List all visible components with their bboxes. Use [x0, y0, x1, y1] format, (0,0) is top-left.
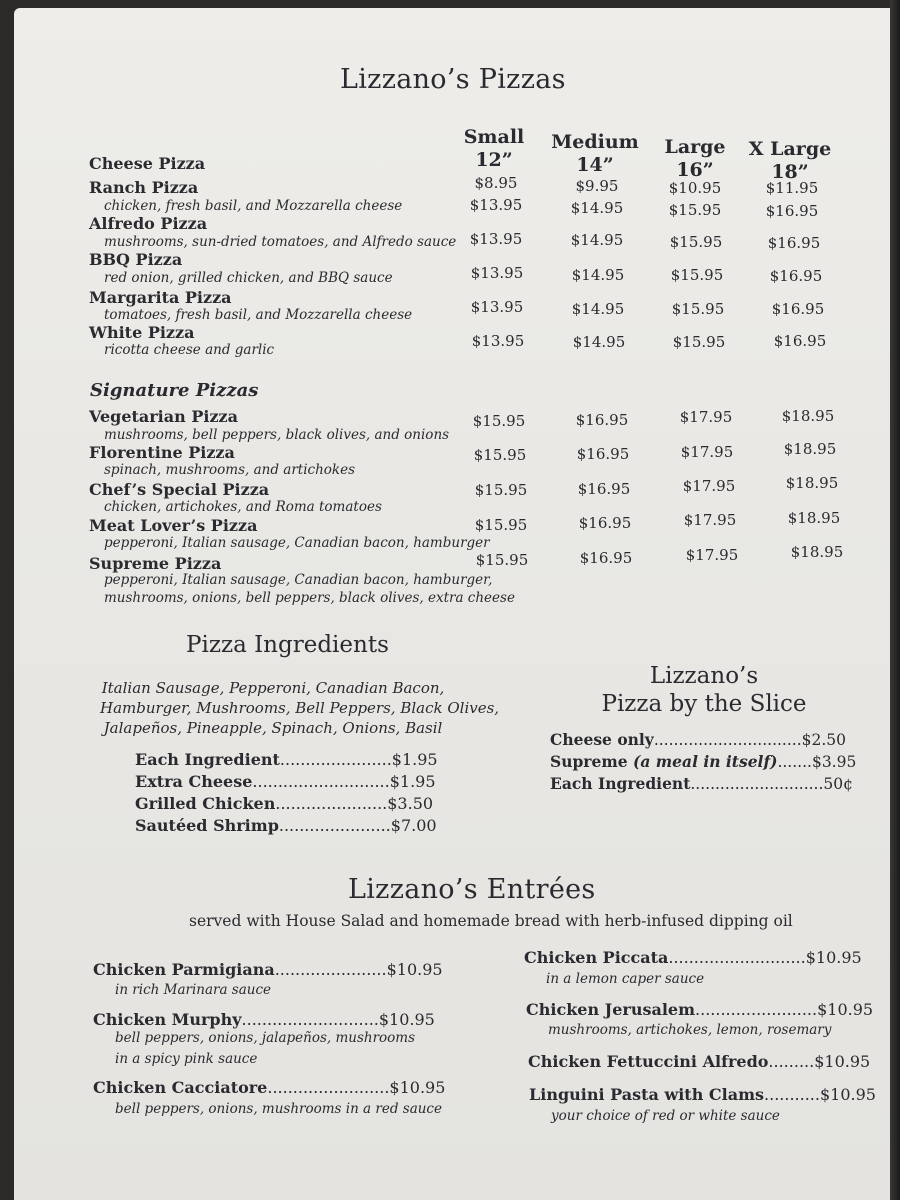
item-price: $2.50: [801, 731, 847, 749]
leader-dots: ........................: [267, 1078, 390, 1097]
price: $9.95: [575, 177, 619, 195]
item-price: $1.95: [391, 750, 438, 769]
ingredients-list: [100, 678, 500, 738]
entree-row: [524, 948, 862, 967]
item-price: $1.95: [389, 772, 436, 791]
leader-dots: ...........: [764, 1085, 820, 1104]
entree-row: [93, 1010, 435, 1029]
pizza-name: White Pizza: [89, 323, 195, 342]
price: $14.95: [572, 333, 626, 351]
price: $13.95: [470, 264, 524, 282]
price: $18.95: [785, 474, 839, 492]
entree-row: [529, 1085, 876, 1104]
pizzas-title: Lizzano’s Pizzas: [340, 64, 566, 95]
entree-price: $10.95: [814, 1052, 871, 1071]
price: $16.95: [773, 332, 827, 350]
price: $15.95: [671, 300, 725, 318]
ingredient-price-row: [135, 750, 438, 769]
slice-title-line: Lizzano’s: [649, 663, 759, 689]
size-header-large: [650, 136, 740, 182]
item-name: Each Ingredient: [550, 774, 691, 793]
price: $10.95: [668, 179, 722, 197]
item-name: Supreme: [550, 752, 628, 771]
price: $16.95: [579, 549, 633, 567]
size-inches: 14”: [576, 154, 614, 176]
price: $11.95: [765, 179, 819, 197]
pizza-name: Florentine Pizza: [89, 443, 235, 462]
entree-row: [528, 1052, 870, 1071]
price: $14.95: [571, 266, 625, 284]
price: $14.95: [571, 300, 625, 318]
leader-dots: ...........................: [690, 775, 824, 793]
entree-price: $10.95: [378, 1010, 435, 1029]
price: $18.95: [787, 509, 841, 527]
item-note: (a meal in itself): [633, 752, 778, 771]
slice-title: [594, 662, 814, 718]
ingredients-line: Hamburger, Mushrooms, Bell Peppers, Black Olives,: [100, 699, 500, 717]
binder-edge: [890, 0, 900, 1200]
ingredients-line: Jalapeños, Pineapple, Spinach, Onions, Basil: [103, 719, 443, 737]
entree-desc: bell peppers, onions, mushrooms in a red sauce: [115, 1101, 442, 1117]
price: $15.95: [670, 266, 724, 284]
price: $17.95: [682, 477, 736, 495]
entree-desc: mushrooms, artichokes, lemon, rosemary: [548, 1022, 832, 1038]
pizza-name: Meat Lover’s Pizza: [89, 516, 258, 535]
pizza-name: BBQ Pizza: [89, 250, 183, 269]
size-inches: 16”: [676, 159, 714, 181]
slice-title-line: Pizza by the Slice: [601, 691, 807, 717]
price: $17.95: [679, 408, 733, 426]
entree-price: $10.95: [386, 960, 443, 979]
leader-dots: ......................: [274, 960, 387, 979]
item-price: $3.95: [811, 753, 857, 771]
entrees-subtitle: served with House Salad and homemade bread with herb-infused dipping oil: [189, 912, 793, 930]
slice-price-row: [550, 774, 853, 793]
entree-price: $10.95: [389, 1078, 446, 1097]
price: $14.95: [570, 199, 624, 217]
entree-name: Chicken Parmigiana: [93, 960, 275, 979]
item-name: Grilled Chicken: [135, 794, 276, 813]
entree-name: Chicken Jerusalem: [526, 1000, 696, 1019]
price: $17.95: [685, 546, 739, 564]
price: $15.95: [473, 446, 527, 464]
menu-page: [14, 8, 892, 1200]
entree-name: Chicken Piccata: [524, 948, 669, 967]
price: $8.95: [474, 174, 518, 192]
item-price: 50¢: [823, 775, 853, 793]
leader-dots: ..............................: [653, 731, 802, 749]
size-name: Medium: [551, 131, 639, 153]
item-name: Sautéed Shrimp: [135, 816, 279, 835]
item-price: $7.00: [390, 816, 437, 835]
price: $16.95: [576, 445, 630, 463]
price: $14.95: [570, 231, 624, 249]
price: $13.95: [469, 196, 523, 214]
pizza-desc: red onion, grilled chicken, and BBQ sauce: [104, 270, 393, 286]
pizza-name: Margarita Pizza: [89, 288, 232, 307]
price: $15.95: [472, 412, 526, 430]
pizza-desc: ricotta cheese and garlic: [104, 342, 275, 358]
entree-row: [526, 1000, 873, 1019]
size-header-small: [449, 126, 539, 172]
ingredient-price-row: [135, 772, 436, 791]
price: $17.95: [680, 443, 734, 461]
pizza-name: Chef’s Special Pizza: [89, 480, 270, 499]
price: $16.95: [577, 480, 631, 498]
ingredient-price-row: [135, 816, 437, 835]
entree-desc: in a lemon caper sauce: [546, 971, 705, 987]
leader-dots: .......: [777, 753, 812, 771]
price: $16.95: [578, 514, 632, 532]
entree-name: Chicken Cacciatore: [93, 1078, 268, 1097]
size-inches: 18”: [771, 161, 809, 183]
price: $15.95: [668, 201, 722, 219]
entree-desc: bell peppers, onions, jalapeños, mushrooms: [115, 1030, 416, 1046]
entree-price: $10.95: [819, 1085, 876, 1104]
price: $15.95: [474, 516, 528, 534]
price: $13.95: [470, 298, 524, 316]
pizza-desc: tomatoes, fresh basil, and Mozzarella cheese: [104, 307, 413, 323]
price: $15.95: [474, 481, 528, 499]
entree-desc: your choice of red or white sauce: [551, 1108, 780, 1124]
price: $16.95: [575, 411, 629, 429]
price: $17.95: [683, 511, 737, 529]
price: $16.95: [771, 300, 825, 318]
size-name: X Large: [748, 138, 832, 160]
price: $16.95: [765, 202, 819, 220]
ingredient-price-row: [135, 794, 433, 813]
entrees-title: Lizzano’s Entrées: [348, 874, 596, 905]
price: $18.95: [783, 440, 837, 458]
entree-price: $10.95: [817, 1000, 874, 1019]
leader-dots: ......................: [279, 750, 392, 769]
pizza-name: Ranch Pizza: [89, 178, 199, 197]
pizza-desc: mushrooms, sun-dried tomatoes, and Alfredo sauce: [104, 234, 457, 250]
item-price: $3.50: [387, 794, 434, 813]
size-header-medium: [550, 131, 640, 177]
leader-dots: ...........................: [668, 948, 806, 967]
item-name: Each Ingredient: [135, 750, 280, 769]
price: $16.95: [767, 234, 821, 252]
pizza-desc: chicken, artichokes, and Roma tomatoes: [104, 499, 382, 515]
leader-dots: .........: [768, 1052, 815, 1071]
leader-dots: ......................: [278, 816, 391, 835]
entree-name: Chicken Murphy: [93, 1010, 242, 1029]
slice-price-row: [550, 752, 856, 771]
leader-dots: ........................: [695, 1000, 818, 1019]
pizza-name: Vegetarian Pizza: [89, 407, 238, 426]
leader-dots: ...........................: [241, 1010, 379, 1029]
price: $18.95: [790, 543, 844, 561]
slice-price-row: [550, 730, 846, 749]
pizza-desc: spinach, mushrooms, and artichokes: [104, 462, 356, 478]
entree-name: Chicken Fettuccini Alfredo: [528, 1052, 769, 1071]
leader-dots: ......................: [275, 794, 388, 813]
entree-name: Linguini Pasta with Clams: [529, 1085, 765, 1104]
size-header-xlarge: [745, 138, 835, 184]
size-name: Small: [463, 126, 525, 148]
pizza-desc: mushrooms, bell peppers, black olives, and onions: [104, 427, 450, 443]
price: $15.95: [672, 333, 726, 351]
signature-title: Signature Pizzas: [90, 380, 259, 401]
pizza-name: Cheese Pizza: [89, 154, 206, 173]
entree-row: [93, 1078, 445, 1097]
pizza-name: Alfredo Pizza: [89, 214, 208, 233]
price: $15.95: [475, 551, 529, 569]
pizza-desc: pepperoni, Italian sausage, Canadian bacon, hamburger,: [104, 572, 493, 588]
ingredients-title: Pizza Ingredients: [186, 632, 389, 658]
leader-dots: ...........................: [252, 772, 390, 791]
pizza-desc: mushrooms, onions, bell peppers, black olives, extra cheese: [104, 590, 515, 606]
price: $13.95: [471, 332, 525, 350]
pizza-desc: chicken, fresh basil, and Mozzarella cheese: [104, 198, 403, 214]
size-inches: 12”: [475, 149, 513, 171]
price: $15.95: [669, 233, 723, 251]
price: $13.95: [469, 230, 523, 248]
price: $16.95: [769, 267, 823, 285]
pizza-name: Supreme Pizza: [89, 554, 222, 573]
item-name: Extra Cheese: [135, 772, 253, 791]
entree-desc: in rich Marinara sauce: [115, 982, 272, 998]
price: $18.95: [781, 407, 835, 425]
entree-desc: in a spicy pink sauce: [115, 1051, 258, 1067]
entree-row: [93, 960, 443, 979]
ingredients-line: Italian Sausage, Pepperoni, Canadian Bacon,: [101, 679, 445, 697]
item-name: Cheese only: [550, 730, 654, 749]
size-name: Large: [664, 136, 726, 158]
pizza-desc: pepperoni, Italian sausage, Canadian bacon, hamburger: [104, 535, 490, 551]
entree-price: $10.95: [805, 948, 862, 967]
